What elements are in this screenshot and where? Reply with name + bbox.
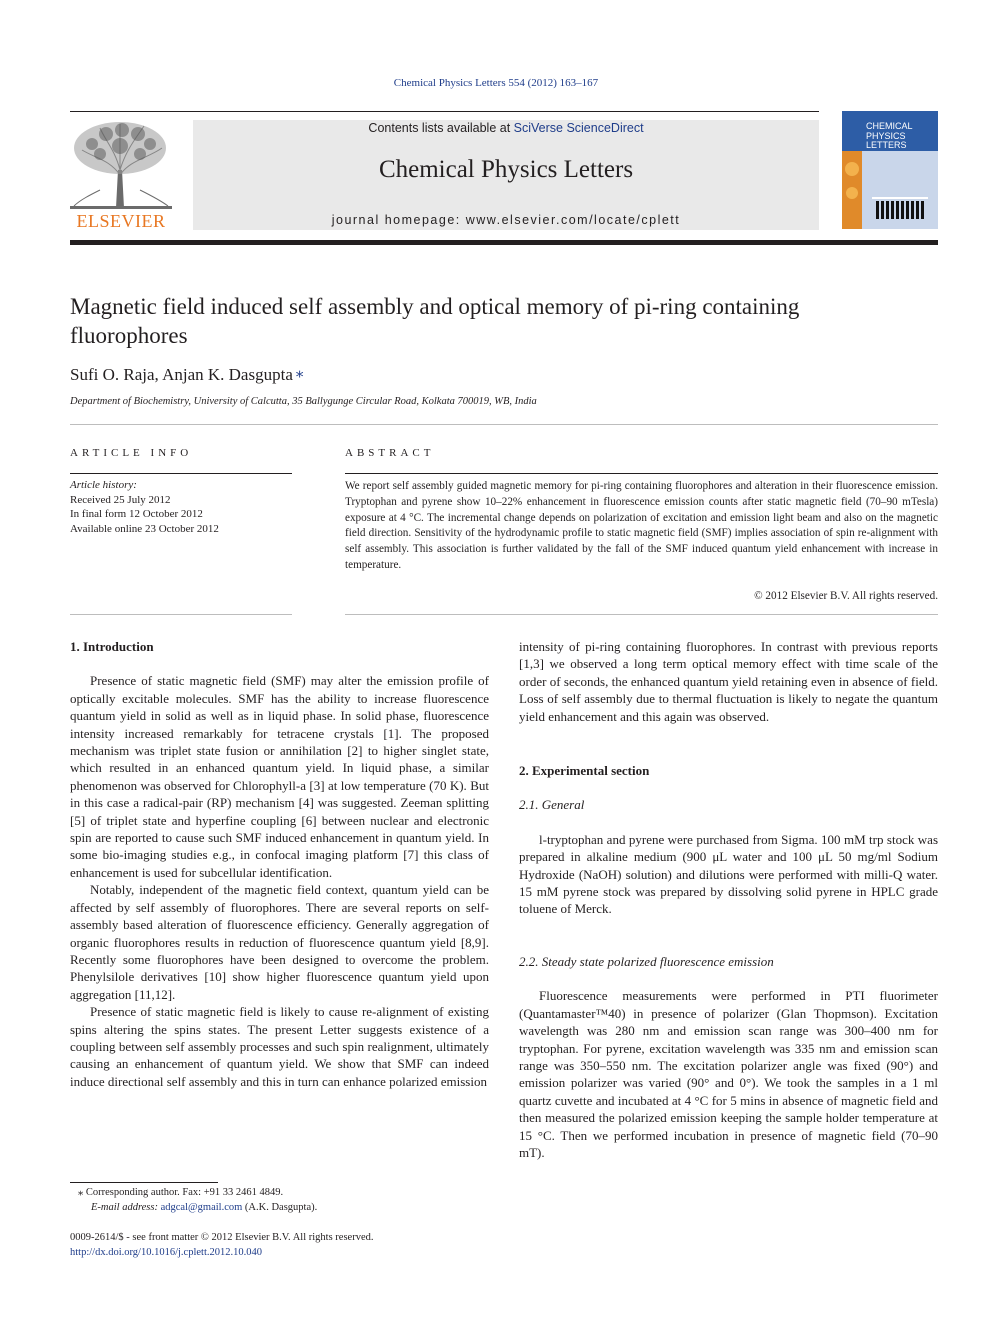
contents-prefix: Contents lists available at [368, 121, 514, 135]
abstract-rule [345, 473, 938, 474]
sciencedirect-link[interactable]: SciVerse ScienceDirect [513, 121, 644, 135]
polarized-emission-paragraph: Fluorescence measurements were performed in PTI fluorimeter (Quantamaster™40) in presence of polarizer (Glan Thopmson). Excitation wavelength was 280 nm and emission scan range was 300–400 nm for tryptophan. For pyrene, excitation wavelength was 335 nm and emission scan range was 350–550 nm. The excitation polarizer angle was fixed (90°) and emission polarizer was varied (90° and 0°). We took the samples in a 1 ml quartz cuvette and incubated at 4 °C for 5 mins in absence of magnetic field and then measured the polarized emission keeping the sample holder temperature at 15 °C. Then we performed incubation in presence of magnetic field (70–90 mT). [519, 988, 938, 1160]
intro-paragraph-3-continued: intensity of pi-ring containing fluorophores. In contrast with previous reports [1,3] we observed a long term optical memory effect with time scale of the order of seconds, the enhanced quantum yield retaining even in absence of field. Loss of self assembly due to thermal fluctuation is likely to negate the quantum yield enhancement and this again was observed. [519, 639, 938, 724]
journal-name: Chemical Physics Letters [378, 156, 634, 183]
history-label: Article history: [70, 479, 137, 491]
intro-paragraph-2: Notably, independent of the magnetic field context, quantum yield can be affected by self assembly of fluorophores. There are several reports on self-assembly based alteration of fluorescence efficiency. Generally aggregation of organic fluorophores results in reduction of fluorescence quantum yield [8,9]. Recently some fluorophores have been designed to overcome the problem. Phenylsilole derivatives [10] show higher fluorescence quantum yield upon aggregation [11,12]. [70, 882, 489, 1002]
general-paragraph: l-tryptophan and pyrene were purchased from Sigma. 100 mM trp stock was prepared in alkaline medium (900 μL water and 100 μL 50 mg/ml Sodium Hydroxide (NaOH) solution) and dilutions were performed with milli-Q water. 15 mM pyrene stock was prepared by dissolving solid pyrene in HPLC grade toluene of Merck. [519, 831, 938, 917]
journal-citation[interactable]: Chemical Physics Letters 554 (2012) 163–167 [393, 77, 599, 89]
elsevier-wordmark: ELSEVIER [76, 211, 166, 231]
header-thick-rule [70, 240, 938, 245]
article-info-rule [70, 473, 292, 474]
abstract-text: We report self assembly guided magnetic memory for pi-ring containing fluorophores and alteration in their fluorescence emission. Tryptophan and pyrene show 10–22% enhancement in fluorescence emission counts after static magnetic field (70–90 mTesla) exposure at 4 °C. The incremental change depends on polarization of excitation and emission light beam and also on the magnetic field direction. Sensitivity of the hydrodynamic profile to static magnetic field (SMF) implies association of spin re-alignment with self assembly. This association is further validated by the fall of the SMF induced quantum yield enhancement with increase in temperature. [345, 480, 938, 571]
intro-paragraph-1: Presence of static magnetic field (SMF) may alter the emission profile of optically excitable molecules. SMF has the ability to increase fluorescence quantum yield in solid as well as in liquid phase. In solid phase, fluorescence intensity increased remarkably for tetracene crystals [1]. The proposed mechanism was triplet state fusion or annihilation [2] to higher singlet state, which resulted in an enhanced quantum yield. In liquid phase, a similar phenomenon was observed for Chlorophyll-a [3] at low temperature (70 K). But in this case a radical-pair (RP) mechanism [4] was suggested. Zeeman splitting [5] of triplet state and hyperfine coupling [6] between nuclear and electronic spin are reported to cause such SMF induced enhancement in quantum yield. In some bio-imaging studies e.g., in confocal imaging platform [7] this class of enhancement is used for subcellular identification. [70, 673, 489, 880]
cover-title-line: LETTERS [866, 140, 907, 150]
header-rule [70, 111, 819, 112]
footnote-mark: ⁎ [78, 1187, 84, 1198]
intro-paragraph-3: Presence of static magnetic field is likely to cause re-alignment of existing spins altering the spins states. The present Letter suggests existence of a coupling between self assembly processes and such spin realignment, ultimately causing an enhancement of quantum yield. We show that SMF can indeed induce directional self assembly and this in turn can enhance polarized emission [70, 1004, 489, 1089]
corresponding-author-mark[interactable]: ⁎ [295, 365, 304, 381]
body-right-column [519, 638, 938, 1161]
journal-homepage[interactable]: journal homepage: www.elsevier.com/locate/cplett [331, 213, 681, 227]
cover-title-line: PHYSICS [866, 130, 906, 141]
author-names: Sufi O. Raja, Anjan K. Dasgupta [70, 365, 293, 384]
abstract-bottom-rule [345, 614, 938, 615]
elsevier-logo[interactable] [70, 120, 172, 232]
article-title: Magnetic field induced self assembly and optical memory of pi-ring containing fluorophores [70, 294, 800, 348]
email-label: E-mail address: [91, 1201, 158, 1213]
journal-banner [193, 120, 819, 230]
article-info-heading: ARTICLE INFO [70, 447, 193, 459]
email-suffix: (A.K. Dasgupta). [242, 1201, 318, 1213]
title-divider [70, 424, 938, 425]
doi-link[interactable]: http://dx.doi.org/10.1016/j.cplett.2012.10.040 [70, 1246, 263, 1258]
cover-title-line: CHEMICAL [866, 121, 913, 131]
footnote-rule [70, 1182, 218, 1183]
subsection-heading-polarized-emission: 2.2. Steady state polarized fluorescence emission [519, 953, 774, 969]
corresponding-author-footnote [70, 1186, 317, 1215]
history-received: Received 25 July 2012 [70, 493, 171, 506]
elsevier-tree-icon [70, 120, 172, 210]
article-authors [70, 363, 303, 385]
abstract-copyright: © 2012 Elsevier B.V. All rights reserved. [754, 590, 938, 602]
issn-line: 0009-2614/$ - see front matter © 2012 Elsevier B.V. All rights reserved. [70, 1232, 374, 1243]
cover-title [866, 122, 913, 151]
section-heading-experimental: 2. Experimental section [519, 763, 650, 779]
front-matter-info [70, 1231, 373, 1260]
author-affiliation: Department of Biochemistry, University of Calcutta, 35 Ballygunge Circular Road, Kolkata 700019, WB, India [70, 396, 537, 407]
article-info-bottom-rule [70, 614, 292, 615]
footnote-corresponding: Corresponding author. Fax: +91 33 2461 4849. [85, 1187, 284, 1198]
journal-cover[interactable] [842, 111, 938, 229]
article-history [70, 478, 219, 537]
contents-line [193, 121, 819, 135]
history-revised: In final form 12 October 2012 [70, 508, 203, 521]
abstract-heading: ABSTRACT [345, 447, 435, 459]
email-link[interactable]: adgcal@gmail.com [160, 1201, 243, 1213]
subsection-heading-general: 2.1. General [519, 797, 585, 813]
body-left-column [70, 638, 489, 1090]
section-heading-introduction: 1. Introduction [70, 639, 154, 654]
history-online: Available online 23 October 2012 [70, 523, 219, 536]
